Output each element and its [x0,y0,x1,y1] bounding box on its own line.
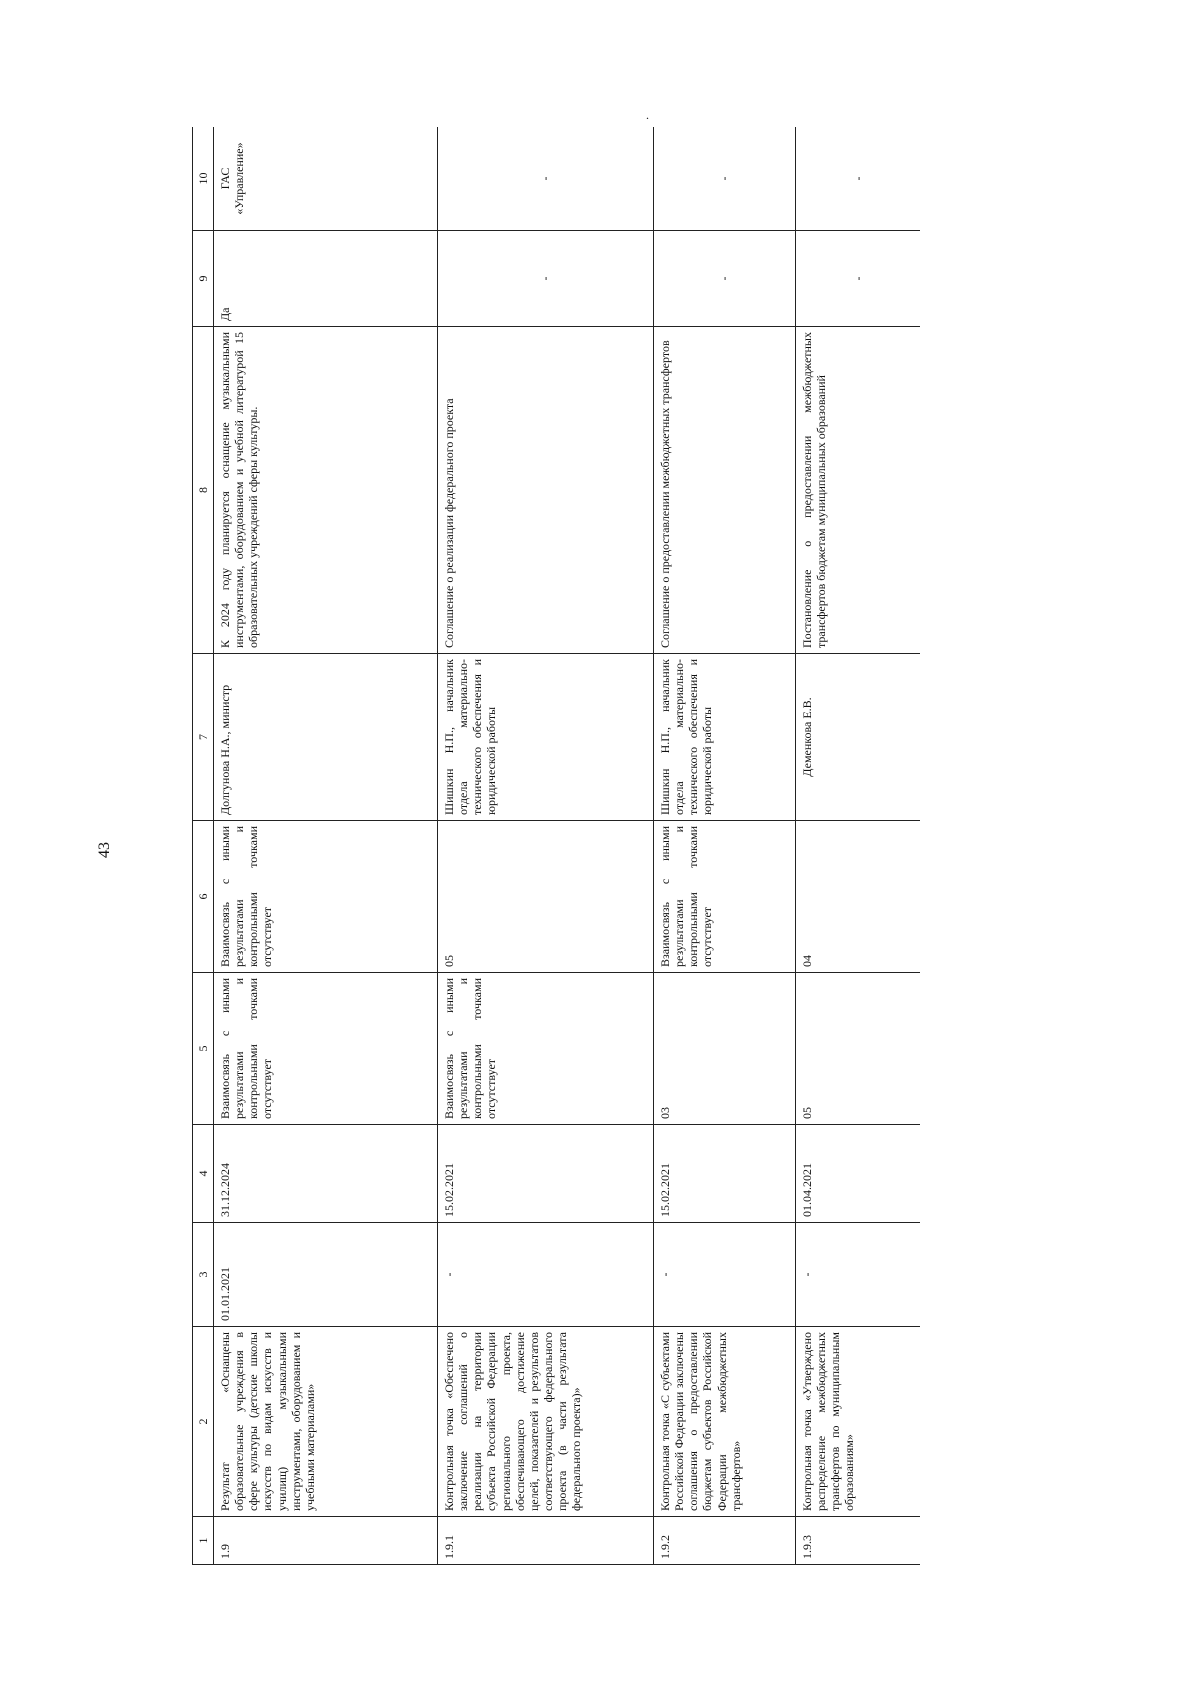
column-number: 3 [193,1223,214,1327]
predecessor: 03 [654,973,796,1125]
responsible: Деменкова Е.В. [796,654,921,821]
document-description: К 2024 году планируется оснащение музыкальными инструментами, оборудованием и учебной литературой 15 образовательных учреждений сферы культуры. [214,327,438,654]
successor: Взаимосвязь с иными результатами и контрольными точками отсутствует [654,821,796,973]
page-number: 43 [96,842,113,858]
successor: Взаимосвязь с иными результатами и контрольными точками отсутствует [214,821,438,973]
information-system: - [796,127,921,231]
table-row [438,127,654,1565]
information-system: - [654,127,796,231]
row-name: Контрольная точка «Обеспечено заключение соглашений о реализации на территории субъекта Российской Федерации регионального проекта, обеспечивающего достижение целей, показателей и результатов соответствующего федерального проекта (в части результата федерального проекта)» [438,1327,654,1517]
flag: - [796,231,921,327]
row-name: Контрольная точка «Утверждено распределение межбюджетных трансфертов по муниципальным образованиям» [796,1327,921,1517]
start-date: - [796,1223,921,1327]
flag: - [654,231,796,327]
table-row [654,127,796,1565]
successor: 04 [796,821,921,973]
information-system: ГАС «Управление» [214,127,438,231]
document-description: Соглашение о предоставлении межбюджетных трансфертов [654,327,796,654]
row-number: 1.9.2 [654,1517,796,1565]
column-number: 9 [193,231,214,327]
row-name: Контрольная точка «С субъектами Российской Федерации заключены соглашения о предоставлении бюджетам субъектов Российской Федерации межбюджетных трансфертов» [654,1327,796,1517]
flag: - [438,231,654,327]
stray-dot: . [646,108,649,122]
information-system: - [438,127,654,231]
start-date: 01.01.2021 [214,1223,438,1327]
column-number: 1 [193,1517,214,1565]
document-description: Соглашение о реализации федерального проекта [438,327,654,654]
table-row [796,127,921,1565]
column-number-row [193,127,214,1565]
predecessor: 05 [796,973,921,1125]
predecessor: Взаимосвязь с иными результатами и контрольными точками отсутствует [438,973,654,1125]
document-description: Постановление о предоставлении межбюджетных трансфертов бюджетам муниципальных образований [796,327,921,654]
row-number: 1.9.3 [796,1517,921,1565]
end-date: 31.12.2024 [214,1125,438,1223]
column-number: 2 [193,1327,214,1517]
column-number: 7 [193,654,214,821]
column-number: 8 [193,327,214,654]
column-number: 10 [193,127,214,231]
rotated-table-container [192,127,920,1565]
end-date: 15.02.2021 [654,1125,796,1223]
column-number: 6 [193,821,214,973]
responsible: Шишкин Н.П., начальник отдела материально-технического обеспечения и юридической работы [654,654,796,821]
responsible: Долгунова Н.А., министр [214,654,438,821]
table-row [214,127,438,1565]
start-date: - [438,1223,654,1327]
column-number: 4 [193,1125,214,1223]
responsible: Шишкин Н.П., начальник отдела материально-технического обеспечения и юридической работы [438,654,654,821]
start-date: - [654,1223,796,1327]
flag: Да [214,231,438,327]
end-date: 15.02.2021 [438,1125,654,1223]
plan-table [192,127,920,1565]
predecessor: Взаимосвязь с иными результатами и контрольными точками отсутствует [214,973,438,1125]
row-name: Результат «Оснащены образовательные учреждения в сфере культуры (детские школы искусств по видам искусств и училищ) музыкальными инструментами, оборудованием и учебными материалами» [214,1327,438,1517]
row-number: 1.9 [214,1517,438,1565]
column-number: 5 [193,973,214,1125]
successor: 05 [438,821,654,973]
row-number: 1.9.1 [438,1517,654,1565]
end-date: 01.04.2021 [796,1125,921,1223]
